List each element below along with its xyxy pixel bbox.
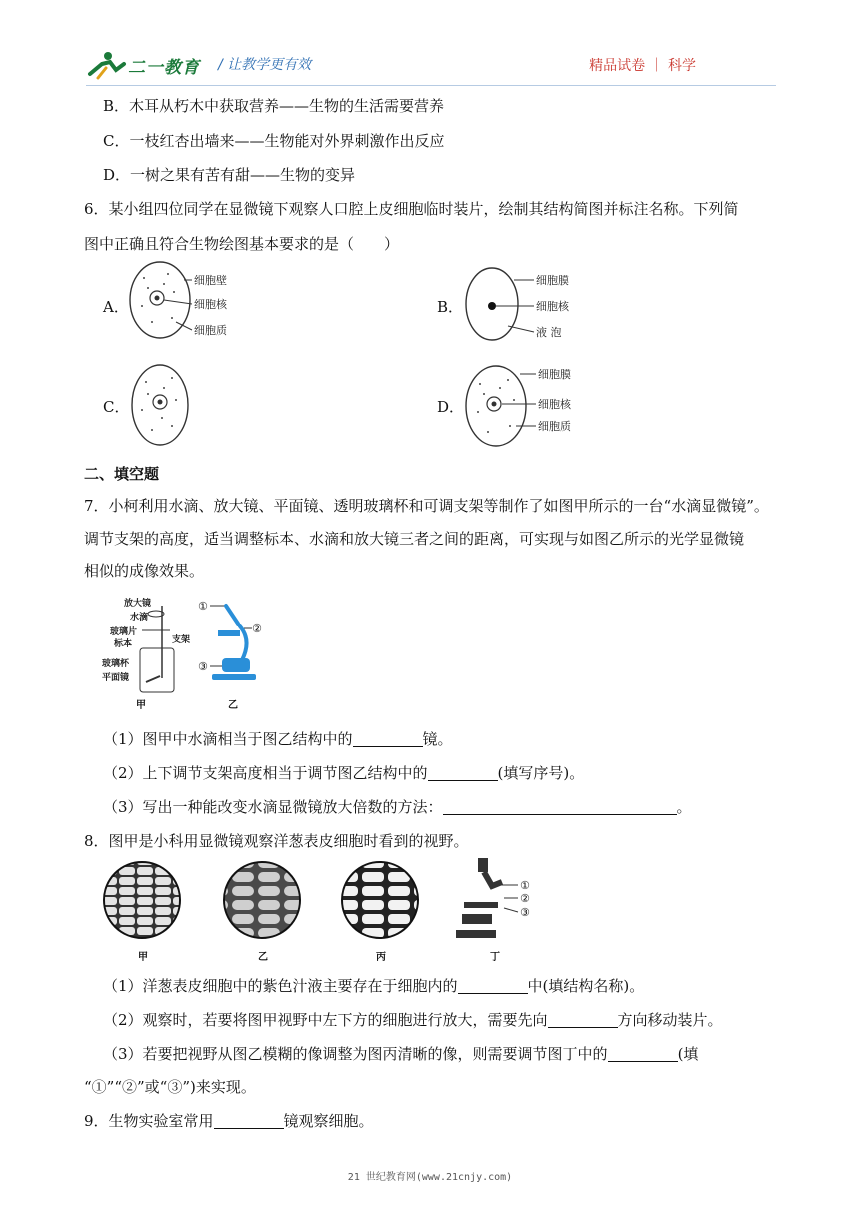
section-title: 二、填空题 (84, 465, 160, 483)
q6-d-label-1: 细胞膜 (538, 368, 571, 381)
q8-caption-bing: 丙 (376, 952, 386, 963)
q8-stem: 8．图甲是小科用显微镜观察洋葱表皮细胞时看到的视野。 (84, 832, 469, 850)
page-header (86, 50, 776, 86)
q6-option-b-letter: B． (437, 298, 464, 316)
q7-marker-3: ③ (198, 660, 208, 673)
q6-option-d-letter: D． (437, 398, 465, 416)
q7-stem-line2: 调节支架的高度，适当调整标本、水滴和放大镜三者之间的距离，可实现与如图乙所示的光学显微镜 (84, 530, 745, 548)
page-footer: 21 世纪教育网(www.21cnjy.com) (347, 1172, 513, 1183)
q6-option-a-diagram (124, 258, 244, 342)
q7-fig-label-5: 玻璃杯 (102, 659, 130, 669)
q7-fig-label-1: 放大镜 (124, 599, 152, 609)
q8-subq3-cont: “①”“②”或“③”)来实现。 (84, 1078, 256, 1096)
logo-text: 二一教育 (128, 58, 200, 78)
q8-subq1-suffix: 中(填结构名称)。 (527, 977, 645, 995)
q8-subq2-suffix: 方向移动装片。 (617, 1011, 723, 1029)
q6-b-label-3: 液 泡 (536, 326, 562, 339)
q6-stem-line1: 6．某小组四位同学在显微镜下观察人口腔上皮细胞临时装片，绘制其结构简图并标注名称。下列简 (84, 200, 739, 218)
q7-fig-label-7: 支架 (172, 635, 191, 645)
q7-subq1-text: （1）图甲中水滴相当于图乙结构中的 (103, 730, 353, 748)
q8-marker-3: ③ (520, 906, 530, 919)
q7-subq3-suffix: 。 (676, 798, 692, 816)
q8-marker-1: ① (520, 879, 530, 892)
q7-subq3-text: （3）写出一种能改变水滴显微镜放大倍数的方法： (103, 798, 443, 816)
q6-d-label-3: 细胞质 (538, 420, 571, 433)
q6-option-a-letter: A． (103, 298, 129, 316)
q7-fig-label-3: 玻璃片 (110, 627, 138, 637)
q5-option-b: B．木耳从朽木中获取营养——生物的生活需要营养 (103, 97, 445, 115)
q6-stem-line2: 图中正确且符合生物绘图基本要求的是（ ） (84, 235, 400, 253)
q8-subq3-text: （3）若要把视野从图乙模糊的像调整为图丙清晰的像，则需要调节图丁中的 (103, 1045, 608, 1063)
q7-figure (100, 596, 280, 714)
q6-b-label-1: 细胞膜 (536, 274, 569, 287)
q7-caption-jia: 甲 (136, 700, 146, 711)
q7-blank-2[interactable] (428, 765, 498, 781)
q6-option-d-diagram (462, 362, 582, 450)
slogan: / 让教学更有效 (218, 57, 312, 73)
q7-subq3 (103, 797, 692, 817)
q8-caption-jia: 甲 (138, 952, 148, 963)
q7-subq2-text: （2）上下调节支架高度相当于调节图乙结构中的 (103, 764, 428, 782)
q6-a-label-1: 细胞壁 (194, 274, 227, 287)
q8-blank-2[interactable] (548, 1012, 618, 1028)
runner-logo-icon (86, 50, 128, 80)
q6-b-label-2: 细胞核 (536, 300, 569, 313)
q7-subq2 (103, 763, 584, 783)
q7-subq2-suffix: (填写序号)。 (497, 764, 585, 782)
q8-blank-1[interactable] (458, 978, 528, 994)
q8-subq3 (103, 1044, 698, 1064)
q6-option-c-letter: C． (103, 398, 130, 416)
q9-blank[interactable] (214, 1113, 284, 1129)
q8-marker-2: ② (520, 892, 530, 905)
q7-marker-1: ① (198, 600, 208, 613)
q7-marker-2: ② (252, 622, 262, 635)
q8-blank-3[interactable] (608, 1046, 678, 1062)
q7-stem-line3: 相似的成像效果。 (84, 562, 205, 580)
q6-a-label-2: 细胞核 (194, 298, 227, 311)
q8-caption-ding: 丁 (490, 952, 500, 963)
logo (86, 50, 216, 80)
q9 (84, 1111, 374, 1131)
q8-subq2 (103, 1010, 723, 1030)
q9-suffix: 镜观察细胞。 (283, 1112, 374, 1130)
q6-a-label-3: 细胞质 (194, 324, 227, 337)
q9-text: 9．生物实验室常用 (84, 1112, 214, 1130)
q7-subq1-suffix: 镜。 (422, 730, 453, 748)
q7-fig-label-6: 平面镜 (102, 673, 130, 683)
q6-d-label-2: 细胞核 (538, 398, 571, 411)
q8-subq1 (103, 976, 644, 996)
q7-subq1 (103, 729, 453, 749)
q6-option-b-diagram (462, 262, 582, 346)
q5-option-c: C．一枝红杏出墙来——生物能对外界刺激作出反应 (103, 132, 445, 150)
q7-fig-label-4: 标本 (114, 639, 133, 649)
q7-caption-yi: 乙 (228, 700, 238, 711)
q8-subq3-suffix: (填 (677, 1045, 699, 1063)
q8-subq2-text: （2）观察时，若要将图甲视野中左下方的细胞进行放大，需要先向 (103, 1011, 548, 1029)
q8-subq1-text: （1）洋葱表皮细胞中的紫色汁液主要存在于细胞内的 (103, 977, 458, 995)
q8-caption-yi: 乙 (258, 952, 268, 963)
q6-option-c-diagram (126, 360, 196, 450)
q8-figure (100, 856, 560, 968)
q5-option-d: D．一树之果有苦有甜——生物的变异 (103, 166, 356, 184)
q7-blank-3[interactable] (443, 799, 677, 815)
q7-stem-line1: 7．小柯利用水滴、放大镜、平面镜、透明玻璃杯和可调支架等制作了如图甲所示的一台“水滴显微镜”。 (84, 497, 769, 515)
q7-blank-1[interactable] (353, 731, 423, 747)
q7-fig-label-2: 水滴 (130, 613, 149, 623)
subject-badge: 精品试卷 ｜ 科学 (589, 58, 696, 74)
